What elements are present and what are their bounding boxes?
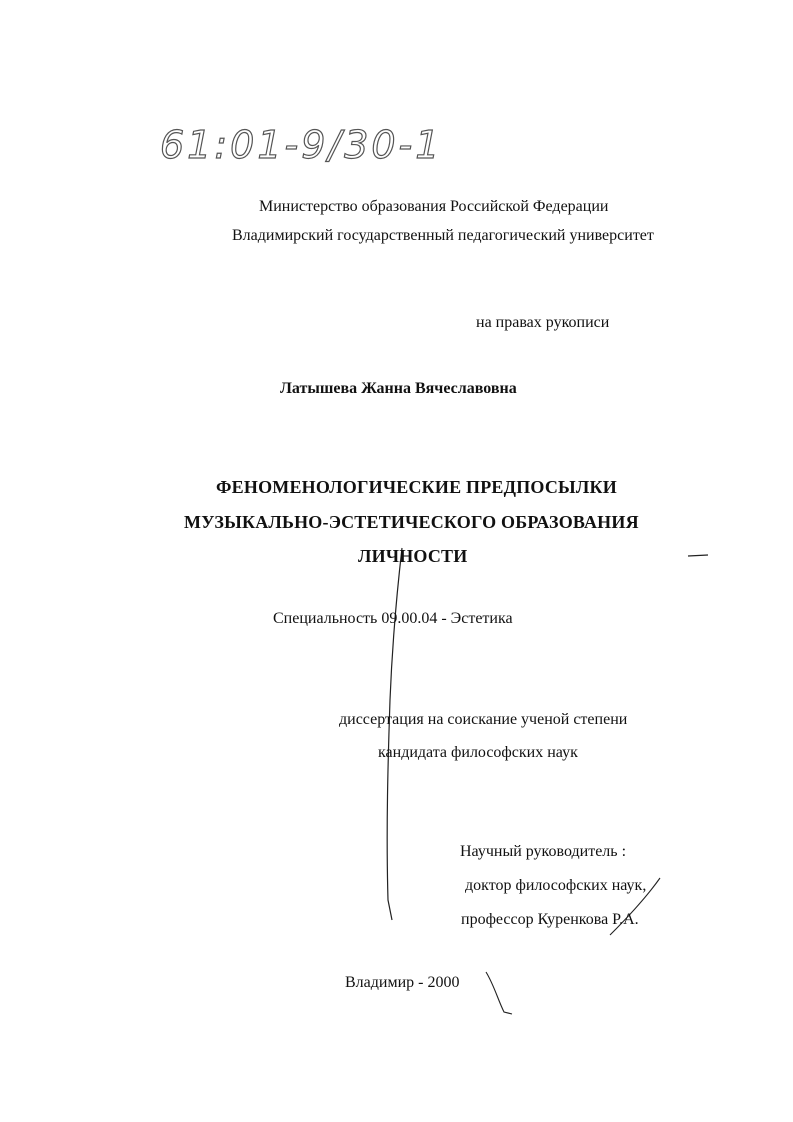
vertical-pen-stroke <box>387 548 402 920</box>
curve-mark <box>486 972 512 1014</box>
title-line-2: МУЗЫКАЛЬНО-ЭСТЕТИЧЕСКОГО ОБРАЗОВАНИЯ <box>184 512 639 532</box>
title-line-1: ФЕНОМЕНОЛОГИЧЕСКИЕ ПРЕДПОСЫЛКИ <box>216 477 617 497</box>
catalog-stamp: 61:01-9/30-1 <box>160 123 443 167</box>
university-line: Владимирский государственный педагогический университет <box>232 227 654 244</box>
supervisor-label: Научный руководитель : <box>460 843 627 860</box>
supervisor-name: профессор Куренкова Р.А. <box>461 911 639 928</box>
place-year: Владимир - 2000 <box>345 974 460 991</box>
author-name: Латышева Жанна Вячеславовна <box>280 380 517 397</box>
dash-mark <box>688 555 708 556</box>
rights-note: на правах рукописи <box>476 314 610 331</box>
ministry-line: Министерство образования Российской Федерации <box>259 198 609 215</box>
dissertation-line-1: диссертация на соискание ученой степени <box>339 711 628 728</box>
specialty-line: Специальность 09.00.04 - Эстетика <box>273 610 513 627</box>
supervisor-degree: доктор философских наук, <box>465 877 647 894</box>
dissertation-line-2: кандидата философских наук <box>378 744 578 761</box>
title-line-3: ЛИЧНОСТИ <box>358 546 468 566</box>
